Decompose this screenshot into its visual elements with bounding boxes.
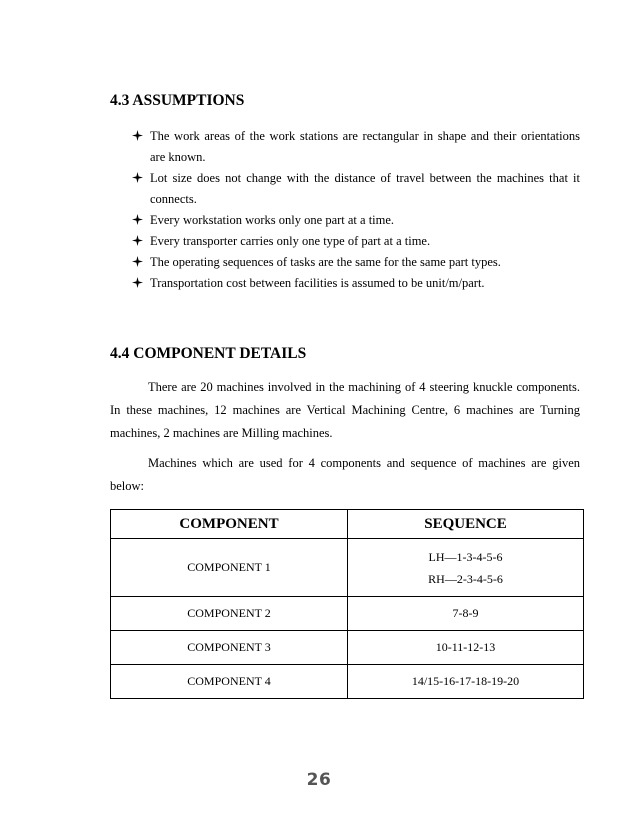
list-item	[132, 168, 580, 210]
table-row	[111, 597, 584, 631]
paragraph-intro-table: Machines which are used for 4 components and sequence of machines are given below:	[110, 456, 580, 493]
diamond-bullet-icon	[132, 172, 143, 183]
bullet-text: Every transporter carries only one type of part at a time.	[150, 234, 431, 248]
component-cell: COMPONENT 4	[111, 665, 348, 699]
sequence-cell	[348, 539, 584, 597]
component-cell: COMPONENT 1	[111, 539, 348, 597]
column-header-sequence: SEQUENCE	[348, 510, 584, 539]
bullet-text-continued: connects.	[150, 192, 197, 206]
table-header-row	[111, 510, 584, 539]
list-item	[132, 273, 580, 294]
list-item	[132, 252, 580, 273]
assumptions-list	[132, 126, 580, 294]
diamond-bullet-icon	[132, 235, 143, 246]
bullet-text: The work areas of the work stations are rectangular in shape and their orientations	[150, 129, 580, 143]
table-row	[111, 539, 584, 597]
bullet-text-continued: are known.	[150, 150, 206, 164]
sequence-cell: 14/15-16-17-18-19-20	[348, 665, 584, 699]
bullet-text: Every workstation works only one part at a time.	[150, 213, 395, 227]
table-row	[111, 665, 584, 699]
component-cell: COMPONENT 2	[111, 597, 348, 631]
table-row	[111, 631, 584, 665]
component-cell: COMPONENT 3	[111, 631, 348, 665]
sequence-cell: 10-11-12-13	[348, 631, 584, 665]
section-heading-component-details: 4.4 COMPONENT DETAILS	[110, 345, 307, 362]
list-item	[132, 126, 580, 168]
diamond-bullet-icon	[132, 277, 143, 288]
bullet-text: The operating sequences of tasks are the same for the same part types.	[150, 255, 501, 269]
column-header-component: COMPONENT	[111, 510, 348, 539]
diamond-bullet-icon	[132, 130, 143, 141]
diamond-bullet-icon	[132, 256, 143, 267]
component-sequence-table	[110, 509, 584, 699]
list-item	[132, 231, 580, 252]
bullet-text: Lot size does not change with the distance of travel between the machines that it	[150, 171, 580, 185]
list-item	[132, 210, 580, 231]
sequence-line: RH—2-3-4-5-6	[428, 571, 503, 586]
diamond-bullet-icon	[132, 214, 143, 225]
sequence-line: LH—1-3-4-5-6	[428, 549, 503, 564]
sequence-cell: 7-8-9	[348, 597, 584, 631]
page-number: 26	[306, 770, 332, 790]
paragraph-machines: There are 20 machines involved in the machining of 4 steering knuckle components. In these machines, 12 machines are Vertical Machining Centre, 6 machines are Turning machines, 2 machines are Milling machines.	[110, 380, 580, 440]
bullet-text: Transportation cost between facilities is assumed to be unit/m/part.	[150, 276, 485, 290]
section-heading-assumptions: 4.3 ASSUMPTIONS	[110, 92, 245, 109]
